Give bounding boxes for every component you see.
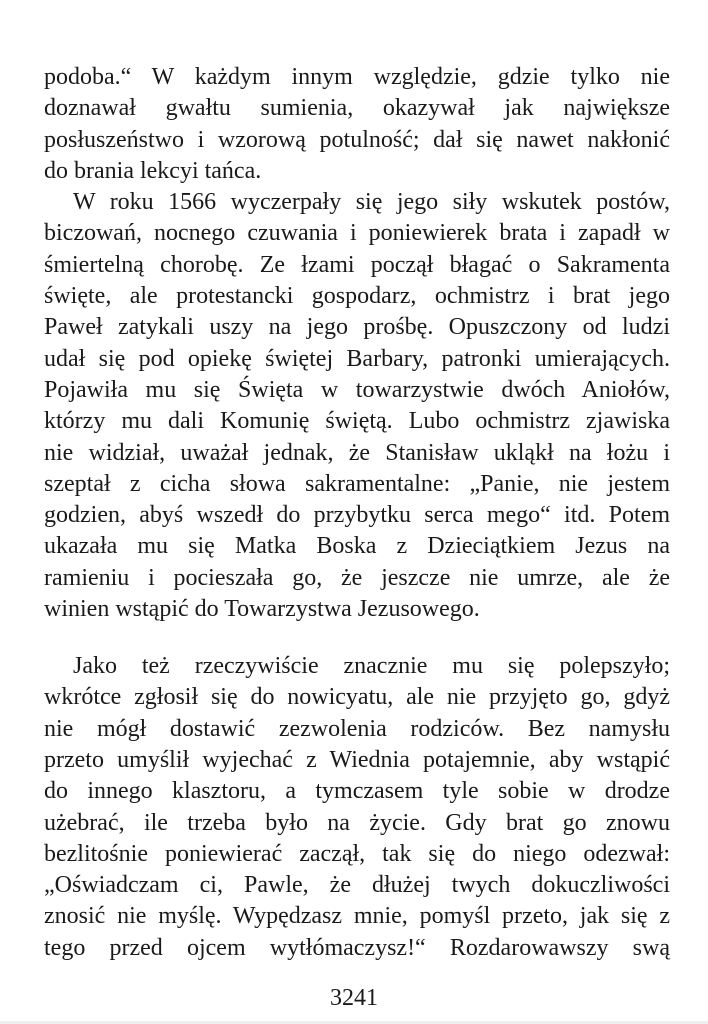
text-line: nie mógł dostawić zezwolenia rodziców. Bez namysłu [44,715,670,742]
text-line: udał się pod opiekę świętej Barbary, patronki umierających. [44,345,670,372]
text-line: do innego klasztoru, a tymczasem tyle sobie w drodze [44,778,670,805]
text-line: W roku 1566 wyczerpały się jego siły wskutek postów, [73,189,670,216]
paragraph-3 [44,651,670,964]
text-line: posłuszeństwo i wzorową potulność; dał się nawet nakłonić [44,126,670,153]
text-line: użebrać, ile trzeba było na życie. Gdy brat go znowu [44,809,670,836]
text-line: wkrótce zgłosił się do nowicyatu, ale nie przyjęto go, gdyż [44,684,670,711]
text-line: godzien, abyś wszedł do przybytku serca mego“ itd. Potem [44,502,670,529]
text-line: święte, ale protestancki gospodarz, ochmistrz i brat jego [44,283,670,310]
text-line: bezlitośnie poniewierać zaczął, tak się do niego odezwał: [44,840,670,867]
text-line: ramieniu i pocieszała go, że jeszcze nie umrze, ale że [44,564,670,591]
text-line: Paweł zatykali uszy na jego prośbę. Opuszczony od ludzi [44,314,670,341]
body-text [44,62,670,964]
text-line: do brania lekcyi tańca. [44,157,262,184]
text-line: tego przed ojcem wytłómaczysz!“ Rozdarowawszy swą [44,934,670,961]
text-line: podoba.“ W każdym innym względzie, gdzie tylko nie [44,64,670,90]
paragraph-2 [44,187,670,625]
paragraph-1 [44,62,670,187]
text-line: którzy mu dali Komunię świętą. Lubo ochmistrz zjawiska [44,408,670,435]
page-number: 3241 [330,985,378,1011]
text-line: „Oświadczam ci, Pawle, że dłużej twych dokuczliwości [44,872,670,899]
text-line: znosić nie myślę. Wypędzasz mnie, pomyśl przeto, jak się z [44,903,670,930]
text-line: winien wstąpić do Towarzystwa Jezusowego. [44,596,480,623]
text-line: doznawał gwałtu sumienia, okazywał jak największe [44,95,670,122]
text-line: śmiertelną chorobę. Ze łzami począł błagać o Sakramenta [44,251,670,278]
text-line: Jako też rzeczywiście znacznie mu się polepszyło; [73,653,670,680]
text-line: szeptał z cicha słowa sakramentalne: „Panie, nie jestem [44,470,670,497]
text-line: biczowań, nocnego czuwania i poniewierek brata i zapadł w [44,220,670,247]
text-line: nie widział, uważał jednak, że Stanisław ukląkł na łożu i [44,439,670,466]
text-line: Pojawiła mu się Święta w towarzystwie dwóch Aniołów, [44,376,670,403]
text-line: ukazała mu się Matka Boska z Dzieciątkiem Jezus na [44,533,670,560]
text-line: przeto umyślił wyjechać z Wiednia potajemnie, aby wstąpić [44,746,670,773]
